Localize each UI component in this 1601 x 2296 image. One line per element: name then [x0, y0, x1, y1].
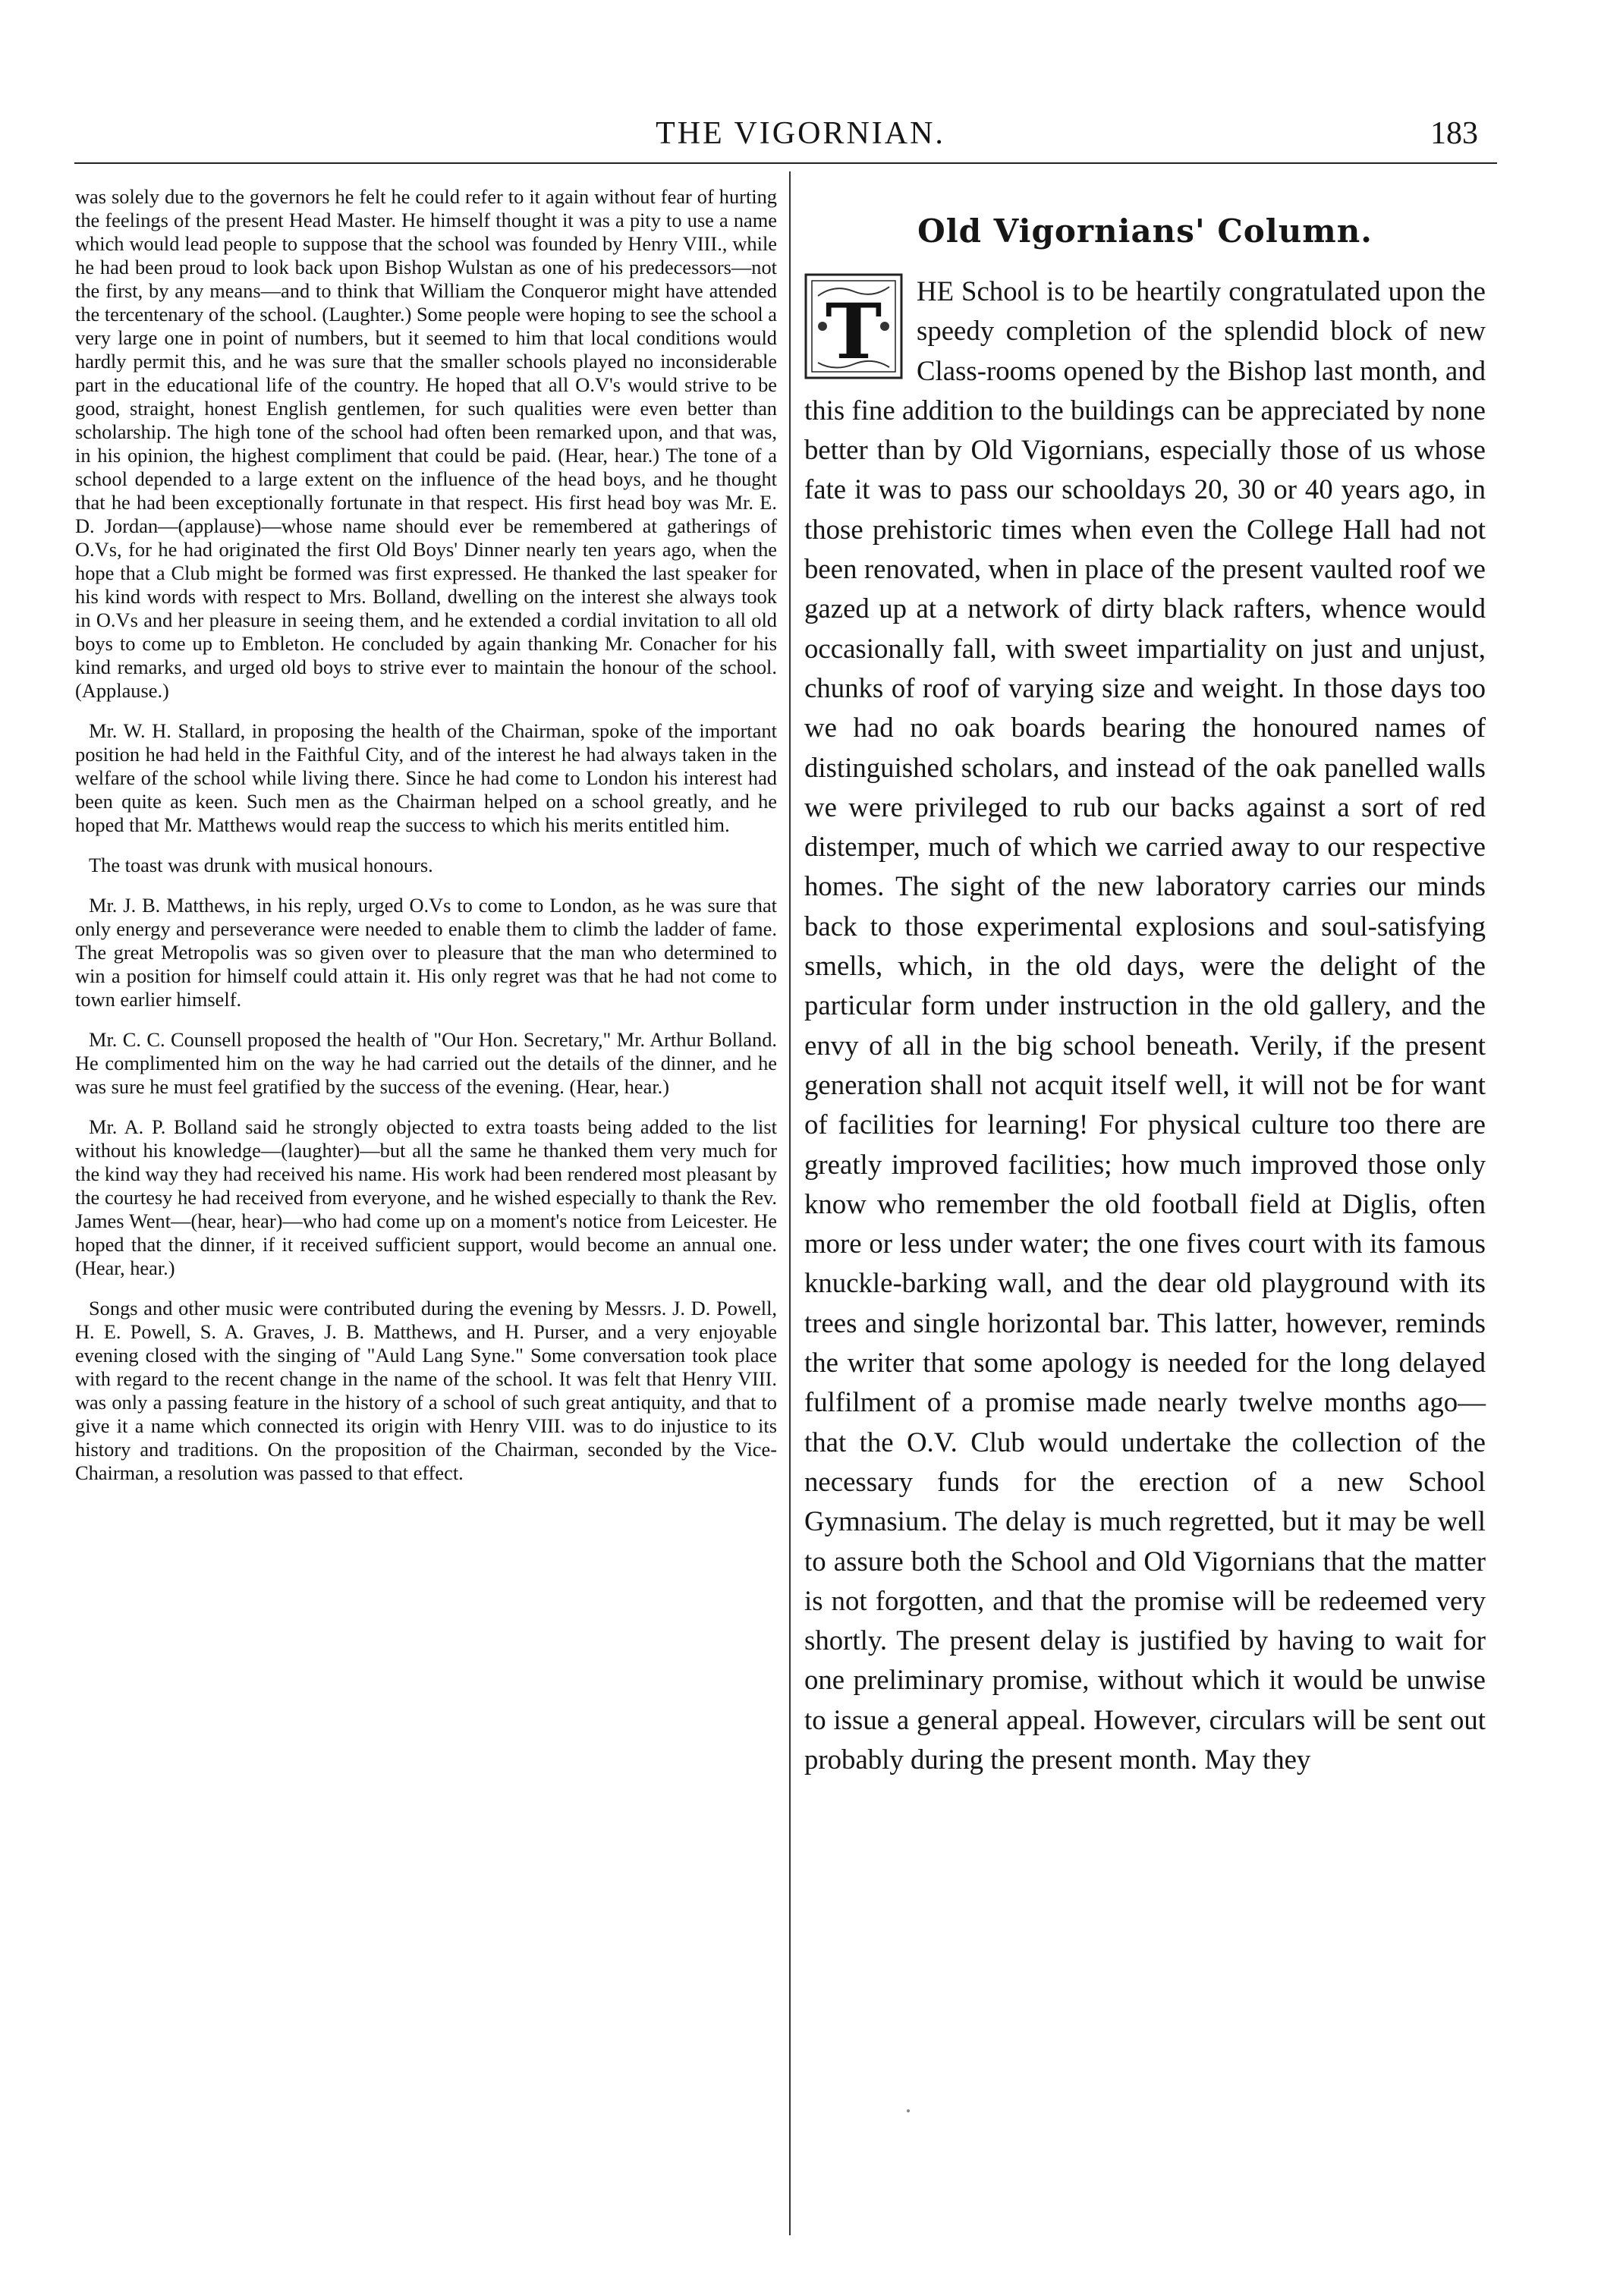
paragraph-counsell: Mr. C. C. Counsell proposed the health of "Our Hon. Secretary," Mr. Arthur Bolland. He complimented him on the way he had carried out the details of the dinner, and he was sure he must feel gratified by the success of the evening. (Hear, hear.)	[75, 1028, 777, 1098]
old-vigornians-article	[804, 272, 1486, 1779]
article-body: HE School is to be heartily congratulated upon the speedy completion of the splendid block of new Class-rooms opened by the Bishop last month, and this fine addition to the buildings can be appreciated by none better than by Old Vigornians, especially those of us whose fate it was to pass our schooldays 20, 30 or 40 years ago, in those prehistoric times when even the College Hall had not been renovated, when in place of the present vaulted roof we gazed up at a network of dirty black rafters, whence would occasionally fall, with sweet impartiality on just and unjust, chunks of roof of varying size and weight. In those days too we had no oak boards bearing the honoured names of distinguished scholars, and instead of the oak panelled walls we were privileged to rub our backs against a sort of red distemper, much of which we carried away to our respective homes. The sight of the new laboratory carries our minds back to those experimental explosions and soul-satisfying smells, which, in the old days, were the delight of the particular form under instruction in the old gallery, and the envy of all in the big school beneath. Verily, if the present generation shall not acquit itself well, it will not be for want of facilities for learning! For physical culture too there are greatly improved facilities; how much improved those only know who remember the old football field at Diglis, often more or less under water; the one fives court with its famous knuckle-barking wall, and the dear old playground with its trees and single horizontal bar. This latter, however, reminds the writer that some apology is needed for the long delayed fulfilment of a promise made nearly twelve months ago—that the O.V. Club would undertake the collection of the necessary funds for the erection of a new School Gymnasium. The delay is much regretted, but it may be well to assure both the School and Old Vigornians that the matter is not forgotten, and that the promise will be redeemed very shortly. The present delay is justified by having to wait for one preliminary promise, without which it would be unwise to issue a general appeal. However, circulars will be sent out probably during the present month. May they	[804, 275, 1486, 1775]
paragraph-matthews: Mr. J. B. Matthews, in his reply, urged O.Vs to come to London, as he was sure that only energy and perseverance were needed to enable them to climb the ladder of fame. The great Metropolis was so given over to pleasure that the man who determined to win a position for himself could attain it. His only regret was that he had not come to town earlier himself.	[75, 894, 777, 1011]
page-number: 183	[1430, 116, 1478, 151]
page-header	[0, 0, 1601, 175]
paragraph-toast: The toast was drunk with musical honours.	[89, 854, 433, 876]
drop-cap-letter: T	[825, 287, 882, 376]
paragraph-stallard: Mr. W. H. Stallard, in proposing the health of the Chairman, spoke of the important position he had held in the Faithful City, and of the interest he had always taken in the welfare of the school while living there. Since he had come to London his interest had been quite as keen. Such men as the Chairman helped on a school greatly, and he hoped that Mr. Matthews would reap the success to which his merits entitled him.	[75, 719, 777, 836]
right-column	[804, 205, 1486, 1779]
header-rule	[74, 162, 1497, 164]
column-heading: Old Vigornians' Column.	[917, 212, 1373, 250]
paragraph-songs: Songs and other music were contributed during the evening by Messrs. J. D. Powell, H. E. Powell, S. A. Graves, J. B. Matthews, and H. Purser, and a very enjoyable evening closed with the singing of "Auld Lang Syne." Some conversation took place with regard to the recent change in the name of the school. It was felt that Henry VIII. was only a passing feature in the history of a school of such great antiquity, and that to give it a name which connected its origin with Henry VIII. was to do injustice to its history and traditions. On the proposition of the Chairman, seconded by the Vice-Chairman, a resolution was passed to that effect.	[75, 1297, 777, 1484]
paragraph-head-master-speech: was solely due to the governors he felt he could refer to it again without fear of hurting the feelings of the present Head Master. He himself thought it was a pity to use a name which would lead people to suppose that the school was founded by Henry VIII., while he had been proud to look back upon Bishop Wulstan as one of his predecessors—not the first, by any means—and to think that William the Conqueror might have attended the tercentenary of the school. (Laughter.) Some people were hoping to see the school a very large one in point of numbers, but it seemed to him that local conditions would hardly permit this, and he was sure that the smaller schools played no inconsiderable part in the educational life of the country. He hoped that all O.V's would strive to be good, straight, honest English gentlemen, for such qualities were even better than scholarship. The high tone of the school had often been remarked upon, and that was, in his opinion, the highest compliment that could be paid. (Hear, hear.) The tone of a school depended to a large extent on the influence of the head boys, and he thought that he had been exceptionally fortunate in that respect. His first head boy was Mr. E. D. Jordan—(applause)—whose name should ever be remembered at gatherings of O.Vs, for he had originated the first Old Boys' Dinner nearly ten years ago, when the hope that a Club might be formed was first expressed. He thanked the last speaker for his kind words with respect to Mrs. Bolland, dwelling on the interest she always took in O.Vs and her pleasure in seeing them, and he extended a cordial invitation to all old boys to come up to Embleton. He concluded by again thanking Mr. Conacher for his kind remarks, and urged old boys to strive ever to maintain the honour of the school. (Applause.)	[75, 185, 777, 702]
paragraph-bolland: Mr. A. P. Bolland said he strongly objected to extra toasts being added to the list without his knowledge—(laughter)—but all the same he thanked them very much for the kind way they had received his name. His work had been rendered most pleasant by the courtesy he had received from everyone, and he wished especially to thank the Rev. James Went—(hear, hear)—who had come up on a moment's notice from Leicester. He hoped that the dinner, if it received sufficient support, would become an annual one. (Hear, hear.)	[75, 1115, 777, 1279]
ornamental-drop-cap	[804, 273, 903, 379]
left-column	[75, 185, 777, 1502]
column-divider	[789, 171, 791, 2235]
print-speck	[907, 2109, 910, 2112]
running-title: THE VIGORNIAN.	[656, 116, 945, 151]
